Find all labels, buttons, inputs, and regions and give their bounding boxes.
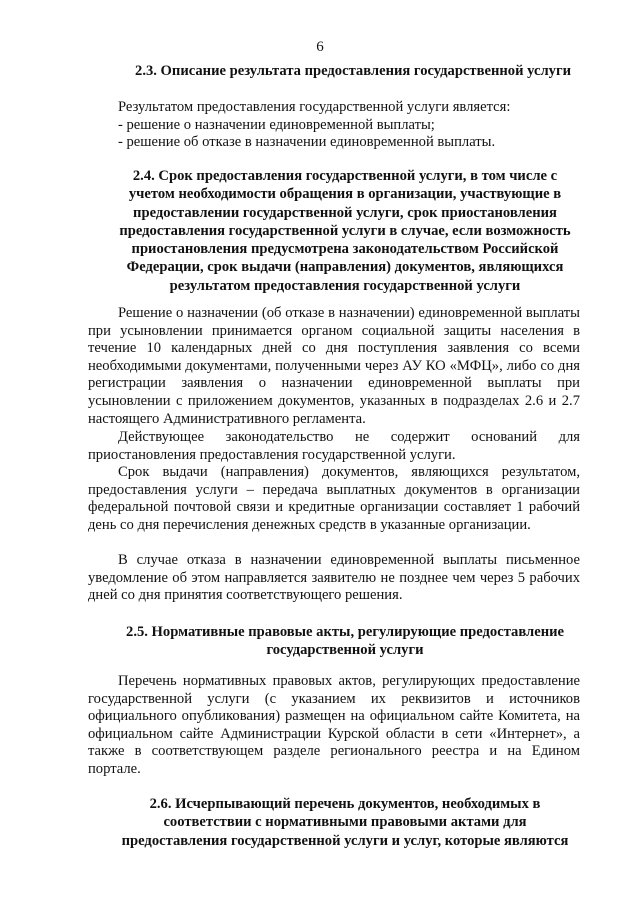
- section-2-3-intro: Результатом предоставления государственной услуги является:: [118, 99, 511, 115]
- heading-line: результатом предоставления государственной услуги: [169, 277, 521, 294]
- section-2-4-heading: [95, 167, 595, 295]
- section-2-4-paragraph-3: Срок выдачи (направления) документов, являющихся результатом, предоставления услуги – передача выплатных документов в организации федеральной почтовой связи и кредитные организации составляет 1 рабочий день со дня перечисления денежных средств в указанные организации.: [88, 464, 580, 533]
- section-2-3-item: - решение об отказе в назначении единовременной выплаты.: [118, 134, 496, 151]
- heading-line: государственной услуги: [266, 642, 424, 659]
- heading-line: учетом необходимости обращения в организации, участвующие в: [128, 186, 562, 203]
- section-2-4-paragraph-2: Действующее законодательство не содержит оснований для приостановления предоставления государственной услуги.: [88, 429, 580, 463]
- section-2-4-paragraph-1: Решение о назначении (об отказе в назначении) единовременной выплаты при усыновлении принимается органом социальной защиты населения в течение 10 календарных дней со дня поступления заявления со всеми необходимыми документами, полученными через АУ КО «МФЦ», либо со дня регистрации заявления о назначении единовременной выплаты при усыновлении с приложением документов, указанных в подразделах 2.6 и 2.7 настоящего Административного регламента.: [88, 305, 580, 427]
- heading-line: Федерации, срок выдачи (направления) документов, являющихся: [126, 259, 564, 276]
- section-2-5-paragraph-1: Перечень нормативных правовых актов, регулирующих предоставление государственной услуги (с указанием их реквизитов и источников официального опубликования) размещен на официальном сайте Комитета, на официальном сайте Администрации Курской области в сети «Интернет», а также в соответствующем разделе регионального реестра и на Едином портале.: [88, 673, 580, 777]
- section-2-5-heading: [95, 623, 595, 660]
- page-number: 6: [316, 39, 324, 55]
- section-2-3-body: [118, 99, 588, 152]
- heading-line: 2.4. Срок предоставления государственной услуги, в том числе с: [132, 168, 558, 184]
- section-2-6-heading: [95, 795, 595, 850]
- heading-line: приостановления предусмотрена законодательством Российской: [131, 241, 559, 258]
- heading-line: соответствии с нормативными правовыми актами для: [163, 814, 527, 831]
- section-2-4-paragraph-4: В случае отказа в назначении единовременной выплаты письменное уведомление об этом направляется заявителю не позднее чем через 5 рабочих дней со дня принятия соответствующего решения.: [88, 552, 580, 604]
- heading-line: 2.6. Исчерпывающий перечень документов, необходимых в: [149, 796, 541, 812]
- heading-line: предоставления государственной услуги и услуг, которые являются: [121, 832, 569, 849]
- heading-line: 2.5. Нормативные правовые акты, регулирующие предоставление: [126, 624, 564, 640]
- heading-line: предоставлении государственной услуги, срок приостановления: [133, 204, 557, 221]
- heading-line: предоставления государственной услуги в случае, если возможность: [119, 222, 571, 239]
- section-2-3-item: - решение о назначении единовременной выплаты;: [118, 116, 435, 133]
- section-2-3-heading: 2.3. Описание результата предоставления государственной услуги: [135, 63, 571, 79]
